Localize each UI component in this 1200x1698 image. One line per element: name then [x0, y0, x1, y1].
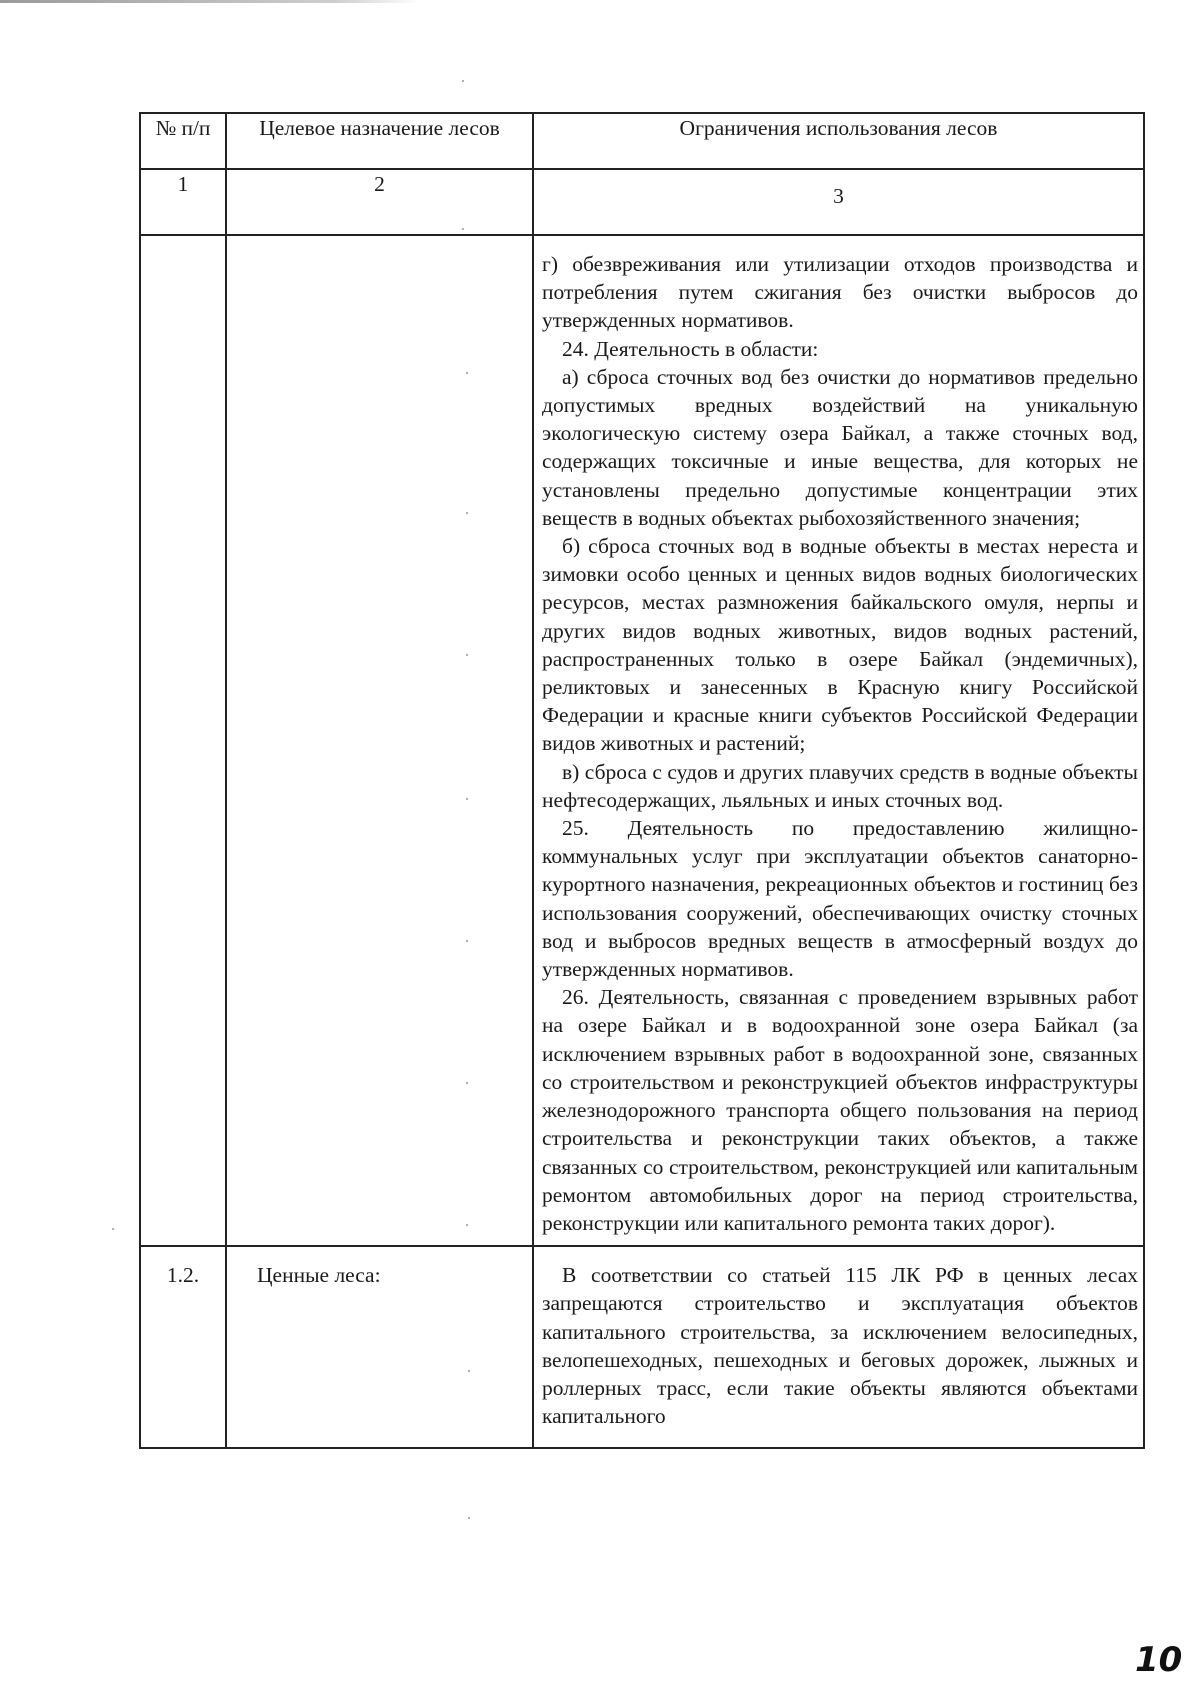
header-forest-purpose: Целевое назначение лесов	[226, 113, 533, 169]
row-number-cell: 1.2.	[140, 1246, 226, 1448]
row-restrictions-cell	[533, 235, 1144, 1246]
row-restrictions-cell	[533, 1246, 1144, 1448]
column-number-1: 1	[140, 169, 226, 235]
restriction-paragraph: 25. Деятельность по предоставлению жилищно-коммунальных услуг при эксплуатации объектов санаторно-курортного назначения, рекреационных объектов и гостиниц без использования сооружений, обеспечивающих очистку сточных вод и выбросов вредных веществ в атмосферный воздух до утвержденных нормативов.	[542, 816, 1138, 982]
page-number: 10	[1135, 1640, 1183, 1680]
scan-speck	[462, 80, 464, 82]
column-number-row	[140, 169, 1144, 235]
scan-speck	[468, 1517, 470, 1519]
forest-restrictions-table	[139, 112, 1145, 1449]
restriction-paragraph: а) сброса сточных вод без очистки до нормативов предельно допустимых вредных воздействий на уникальную экологическую систему озера Байкал, а также сточных вод, содержащих токсичные и иные вещества, для которых не установлены предельно допустимые концентрации этих веществ в водных объектах рыбохозяйственного значения;	[542, 364, 1138, 530]
restriction-paragraph: г) обезвреживания или утилизации отходов производства и потребления путем сжигания без очистки выбросов до утвержденных нормативов.	[542, 252, 1138, 333]
restriction-paragraph: 24. Деятельность в области:	[562, 336, 819, 361]
column-number-3: 3	[533, 169, 1144, 235]
restriction-paragraph: б) сброса сточных вод в водные объекты в местах нереста и зимовки особо ценных и ценных видов водных биологических ресурсов, местах размножения байкальского омуля, нерпы и других видов водных животных, видов водных растений, распространенных только в озере Байкал (эндемичных), реликтовых и занесенных в Красную книгу Российской Федерации и красные книги субъектов Российской Федерации видов животных и растений;	[542, 534, 1138, 756]
header-restrictions: Ограничения использования лесов	[533, 113, 1144, 169]
table-row	[140, 235, 1144, 1246]
scan-speck	[112, 1228, 114, 1230]
row-purpose-cell: Ценные леса:	[226, 1246, 533, 1448]
table-header-row	[140, 113, 1144, 169]
scan-edge-line	[0, 0, 420, 3]
column-number-2: 2	[226, 169, 533, 235]
row-purpose-cell	[226, 235, 533, 1246]
restriction-paragraph: В соответствии со статьей 115 ЛК РФ в ценных лесах запрещаются строительство и эксплуатация объектов капитального строительства, за исключением велосипедных, велопешеходных, пешеходных и беговых дорожек, лыжных и роллерных трасс, если такие объекты являются объектами капитального	[542, 1263, 1138, 1429]
header-number: № п/п	[140, 113, 226, 169]
restriction-paragraph: в) сброса с судов и других плавучих средств в водные объекты нефтесодержащих, льяльных и иных сточных вод.	[542, 759, 1138, 812]
row-number-cell	[140, 235, 226, 1246]
table-row	[140, 1246, 1144, 1448]
restriction-paragraph: 26. Деятельность, связанная с проведением взрывных работ на озере Байкал и в водоохранной зоне озера Байкал (за исключением взрывных работ в водоохранной зоне, связанных со строительством и реконструкцией объектов инфраструктуры железнодорожного транспорта общего пользования на период строительства и реконструкции таких объектов, а также связанных со строительством, реконструкцией или капитальным ремонтом автомобильных дорог на период строительства, реконструкции или капитального ремонта таких дорог).	[542, 985, 1138, 1235]
